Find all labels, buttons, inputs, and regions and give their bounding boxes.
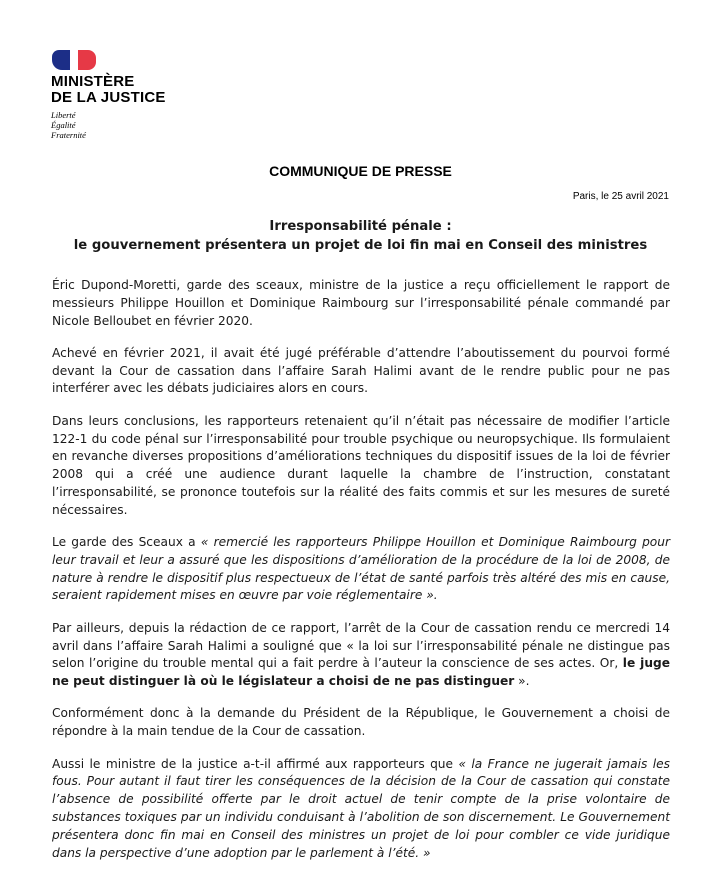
- document-heading: COMMUNIQUE DE PRESSE: [269, 163, 452, 179]
- ministry-name-line1: MINISTÈRE: [51, 73, 135, 90]
- paragraph-1: Éric Dupond-Moretti, garde des sceaux, ministre de la justice a reçu officiellement le rapport de messieurs Philippe Houillon et Dominique Raimbourg sur l’irresponsabilité pénale commandé par Nicole Belloubet en février 2020.: [52, 278, 670, 328]
- paragraph-4: [52, 534, 670, 605]
- motto-liberte: Liberté: [51, 110, 76, 120]
- motto-egalite: Égalité: [51, 120, 76, 130]
- paragraph-5-emphasis: le juge ne peut distinguer là où le législateur a choisi de ne pas distinguer: [52, 656, 670, 689]
- motto-fraternite: Fraternité: [51, 130, 86, 140]
- paragraph-5-end: ».: [514, 674, 530, 689]
- paragraph-7: [52, 756, 670, 863]
- paragraph-2: Achevé en février 2021, il avait été jugé préférable d’attendre l’aboutissement du pourvoi formé devant la Cour de cassation dans l’affaire Sarah Halimi avant de le rendre public pour ne pas interférer avec les débats judiciaires alors en cours.: [52, 345, 670, 396]
- subject-line1: Irresponsabilité pénale :: [269, 219, 452, 234]
- paragraph-6: Conformément donc à la demande du Président de la République, le Gouvernement a choisi de répondre à la main tendue de la Cour de cassation.: [52, 706, 670, 739]
- paragraph-4-quote: « remercié les rapporteurs Philippe Houillon et Dominique Raimbourg pour leur travail et leur a assuré que les dispositions d’amélioration de la procédure de la loi de 2008, de nature à rendre le dispositif plus respectueux de l’état de santé parfois très altéré des mis en cause, seraient rapidement mises en œuvre par voie réglementaire ».: [52, 535, 671, 603]
- ministry-name-line2: DE LA JUSTICE: [51, 89, 166, 106]
- paragraph-7-intro: Aussi le ministre de la justice a-t-il affirmé aux rapporteurs que: [52, 756, 459, 771]
- ministry-logo: [51, 50, 191, 140]
- document-subject: [0, 217, 721, 255]
- paragraph-3: Dans leurs conclusions, les rapporteurs retenaient qu’il n’était pas nécessaire de modifier l’article 122-1 du code pénal sur l’irresponsabilité pour trouble psychique ou neuropsychique. Ils formulaient en revanche diverses propositions d’améliorations techniques du dispositif issues de la loi de février 2008 qui a créé une audience durant laquelle la chambre de l’instruction, constatant l’irresponsabilité, se prononce toutefois sur la réalité des faits commis et sur les mesures de sureté nécessaires.: [52, 413, 670, 517]
- document-date: Paris, le 25 avril 2021: [572, 191, 669, 202]
- paragraph-4-intro: Le garde des Sceaux a: [52, 535, 201, 550]
- republic-motto: [51, 110, 191, 140]
- subject-line2: le gouvernement présentera un projet de loi fin mai en Conseil des ministres: [73, 238, 648, 253]
- paragraph-5-intro: Par ailleurs, depuis la rédaction de ce rapport, l’arrêt de la Cour de cassation rendu ce mercredi 14 avril dans l’affaire Sarah Halimi a souligné que « la loi sur l’irresponsabilité pénale ne distingue pas selon l’origine du trouble mental qui a fait perdre à l’auteur la conscience de ses actes. Or,: [52, 620, 670, 671]
- marianne-flag-icon: [52, 50, 96, 70]
- paragraph-7-quote: « la France ne jugerait jamais les fous. Pour autant il faut tirer les conséquences de la décision de la Cour de cassation qui constate l’absence de possibilité offerte par le droit actuel de tenir compte de la prise volontaire de substances toxiques par un individu conduisant à l’abolition de son discernement. Le Gouvernement présentera donc fin mai en Conseil des ministres un projet de loi pour combler ce vide juridique dans la perspective d’une adoption par le parlement à l’été. »: [52, 756, 670, 860]
- document-body: [52, 277, 670, 877]
- ministry-name: [51, 74, 191, 106]
- paragraph-5: [52, 620, 670, 691]
